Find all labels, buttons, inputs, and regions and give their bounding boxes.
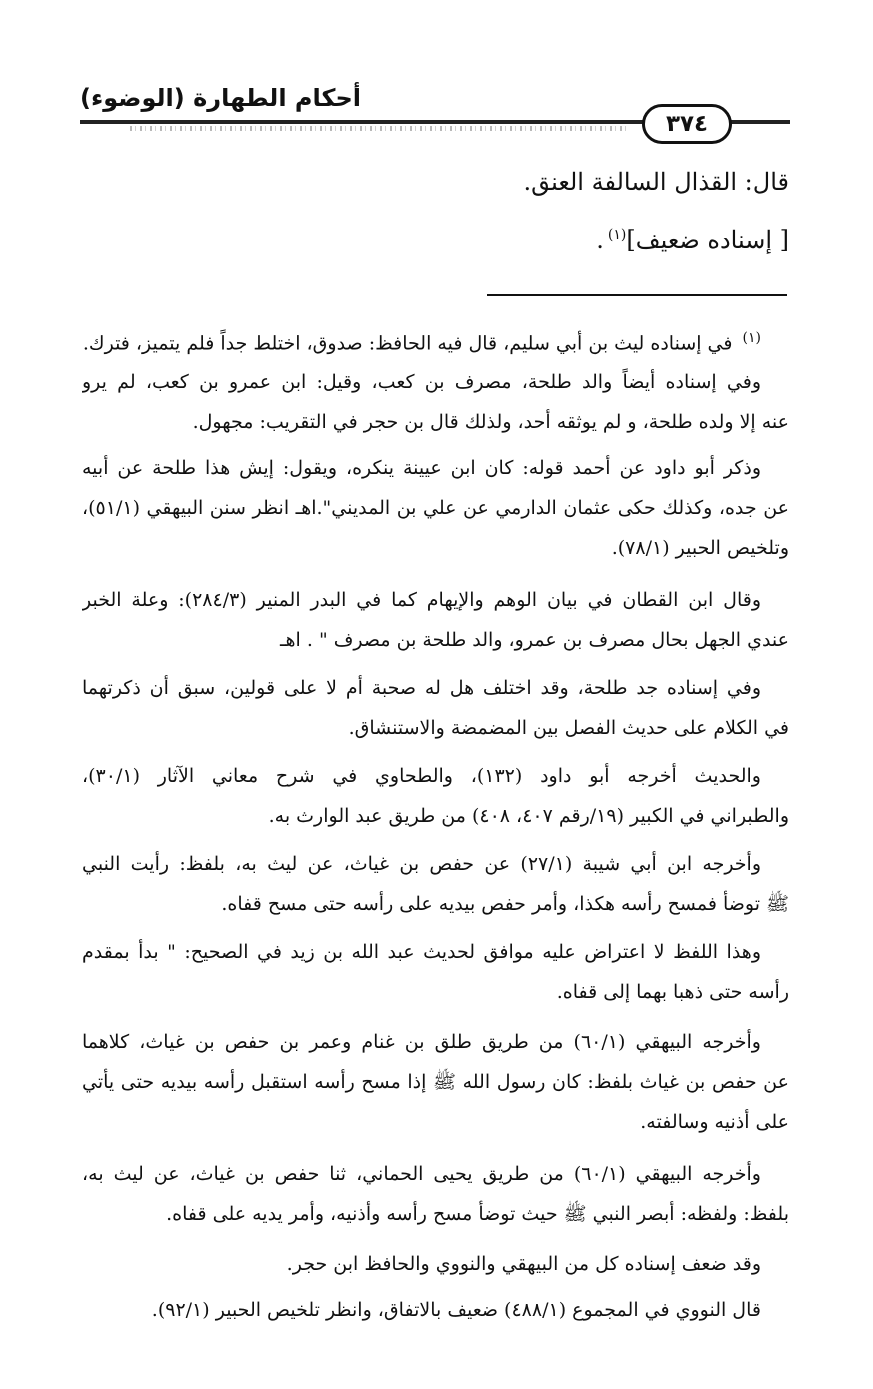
footnote-line: وقد ضعف إسناده كل من البيهقي والنووي والحافظ ابن حجر. — [286, 1253, 761, 1275]
footnote-paragraph-9 — [82, 1022, 789, 1142]
footnote-paragraph-12 — [82, 1290, 789, 1330]
footnote-line: عن جده، وكذلك حكى عثمان الدارمي عن علي بن المديني".اهـ انظر سنن البيهقي (٥١/١)، — [82, 497, 789, 519]
footnote-paragraph-5 — [82, 668, 789, 748]
main-text-line-2: [ إسناده ضعيف]$^{(١)}$. — [596, 226, 789, 254]
footnote-paragraph-4 — [82, 580, 789, 660]
main-text-line-1: قال: القذال السالفة العنق. — [523, 168, 789, 196]
footnote-line: عندي الجهل بحال مصرف بن عمرو، والد طلحة بن مصرف " . اهـ — [279, 629, 789, 651]
footnote-line: على أذنيه وسالفته. — [640, 1111, 789, 1133]
footnote-paragraph-8 — [82, 932, 789, 1012]
footnote-line: قال النووي في المجموع (٤٨٨/١) ضعيف بالاتفاق، وانظر تلخيص الحبير (٩٢/١). — [151, 1299, 761, 1321]
footnote-line: عنه إلا ولده طلحة، و لم يوثقه أحد، ولذلك قال بن حجر في التقريب: مجهول. — [192, 411, 789, 433]
footnote-ref: (١) — [607, 227, 627, 243]
footnote-line: وأخرجه البيهقي (٦٠/١) من طريق طلق بن غنام وعمر بن حفص بن غياث، كلاهما — [82, 1031, 761, 1053]
footnote-1 — [82, 318, 789, 358]
footnote-marker: (١) — [742, 330, 761, 346]
footnote-line: وتلخيص الحبير (٧٨/١). — [611, 537, 789, 559]
footnote-line: وأخرجه ابن أبي شيبة (٢٧/١) عن حفص بن غياث، عن ليث به، بلفظ: رأيت النبي — [82, 853, 761, 875]
footnote-line: وفي إسناده أيضاً والد طلحة، مصرف بن كعب، وقيل: ابن عمرو بن كعب، لم يرو — [82, 371, 761, 393]
footnote-line: وأخرجه البيهقي (٦٠/١) من طريق يحيى الحماني، ثنا حفص بن غياث، عن ليث به، — [82, 1163, 761, 1185]
running-header-title: أحكام الطهارة (الوضوء) — [80, 84, 361, 112]
footnote-line: $^{(١)}$ في إسناده ليث بن أبي سليم، قال فيه الحافظ: صدوق، اختلط جداً فلم يتميز، فترك. — [82, 330, 761, 355]
header-rule-texture — [130, 126, 630, 131]
footnote-divider — [487, 294, 787, 296]
footnote-line: رأسه حتى ذهبا بهما إلى قفاه. — [556, 981, 789, 1003]
page-number: ٣٧٤ — [642, 104, 732, 144]
footnote-line: والطبراني في الكبير (١٩/رقم ٤٠٧، ٤٠٨) من طريق عبد الوارث به. — [268, 805, 789, 827]
footnote-paragraph-10 — [82, 1154, 789, 1234]
footnote-paragraph-7 — [82, 844, 789, 924]
footnote-line: وهذا اللفظ لا اعتراض عليه موافق لحديث عبد الله بن زيد في الصحيح: " بدأ بمقدم — [82, 941, 761, 963]
footnote-line: ﷺ توضأ فمسح رأسه هكذا، وأمر حفص بيديه على رأسه حتى مسح قفاه. — [221, 893, 789, 915]
footnote-paragraph-2 — [82, 362, 789, 442]
footnote-line: والحديث أخرجه أبو داود (١٣٢)، والطحاوي في شرح معاني الآثار (٣٠/١)، — [82, 765, 761, 787]
footnote-line: عن حفص بن غياث بلفظ: كان رسول الله ﷺ إذا مسح رأسه استقبل رأسه بيديه حتى يأتي — [82, 1071, 789, 1093]
footnote-line: وقال ابن القطان في بيان الوهم والإيهام كما في البدر المنير (٢٨٤/٣): وعلة الخبر — [82, 589, 761, 611]
footnote-line: وذكر أبو داود عن أحمد قوله: كان ابن عيينة ينكره، ويقول: إيش هذا طلحة عن أبيه — [82, 457, 761, 479]
footnote-line: وفي إسناده جد طلحة، وقد اختلف هل له صحبة أم لا على قولين، سبق أن ذكرتهما — [82, 677, 761, 699]
footnote-line: بلفظ: ولفظه: أبصر النبي ﷺ حيث توضأ مسح رأسه وأذنيه، وأمر يديه على قفاه. — [166, 1203, 789, 1225]
footnote-paragraph-6 — [82, 756, 789, 836]
footnote-paragraph-11 — [82, 1244, 789, 1284]
footnote-paragraph-3 — [82, 448, 789, 568]
main-text-bracket: [ إسناده ضعيف] — [626, 226, 789, 254]
footnote-line: في الكلام على حديث الفصل بين المضمضة والاستنشاق. — [348, 717, 789, 739]
